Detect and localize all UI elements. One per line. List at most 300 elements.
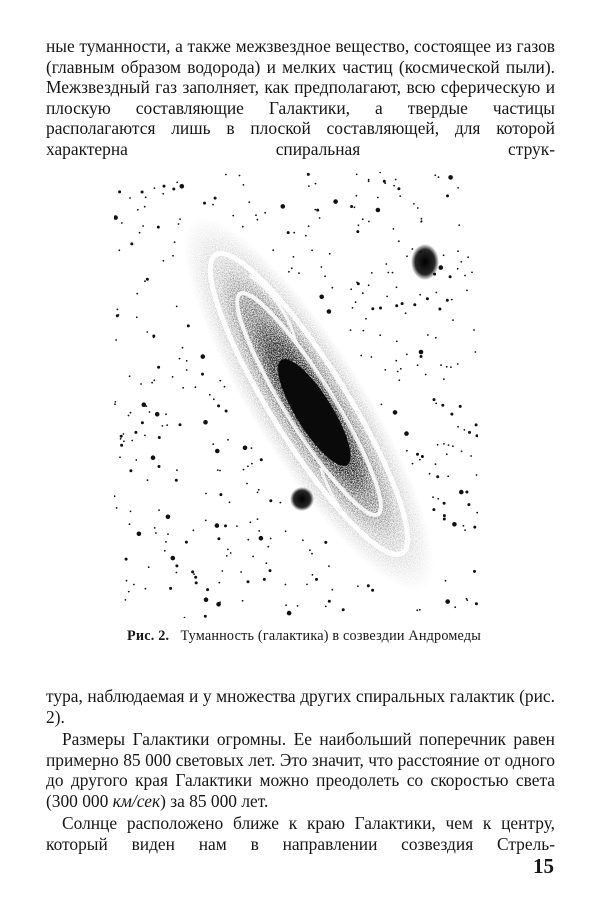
star [432, 508, 435, 511]
star [468, 431, 471, 434]
star [131, 440, 133, 442]
star [352, 307, 354, 309]
speed-unit: км/сек [112, 790, 161, 811]
star [219, 470, 221, 472]
star [420, 355, 423, 358]
star [209, 394, 211, 396]
star [387, 272, 389, 274]
star [120, 438, 122, 440]
star [368, 179, 370, 181]
star [136, 316, 138, 318]
star [435, 403, 437, 405]
star [164, 550, 166, 552]
star [125, 599, 127, 601]
star [144, 206, 146, 208]
star [342, 608, 345, 611]
star [176, 469, 178, 471]
star [457, 363, 459, 365]
star [288, 271, 290, 273]
star [175, 564, 178, 567]
star [116, 507, 118, 509]
star [180, 184, 185, 189]
star [293, 232, 295, 234]
star [397, 187, 400, 190]
star [213, 398, 215, 400]
star [421, 220, 423, 222]
star [182, 387, 184, 389]
star [448, 175, 453, 180]
star [246, 483, 248, 485]
star [446, 299, 449, 302]
star [416, 609, 418, 611]
star [421, 218, 423, 220]
star [206, 588, 209, 591]
star [413, 303, 416, 306]
star [145, 588, 147, 590]
star [319, 217, 321, 219]
star [142, 225, 144, 227]
star [224, 386, 226, 388]
star [176, 572, 178, 574]
star [186, 360, 188, 362]
star [291, 267, 293, 269]
star [230, 552, 232, 554]
star [393, 228, 395, 230]
star [120, 444, 123, 447]
star [461, 451, 463, 453]
star [476, 474, 478, 476]
star [454, 606, 456, 608]
star [315, 578, 318, 581]
star [193, 529, 195, 531]
star [118, 249, 120, 251]
star [158, 436, 161, 439]
star [224, 524, 227, 527]
star [434, 174, 436, 176]
star [473, 329, 475, 331]
star [466, 598, 468, 600]
star [436, 475, 439, 478]
star [426, 297, 429, 300]
star [437, 444, 439, 446]
star [443, 502, 446, 505]
star [205, 520, 207, 522]
star [129, 523, 131, 525]
star [187, 324, 190, 327]
star [251, 463, 253, 465]
star [257, 219, 259, 221]
star [229, 501, 231, 503]
star [272, 249, 274, 251]
star [476, 512, 478, 514]
star [287, 231, 290, 234]
star [417, 364, 419, 366]
star [384, 369, 386, 371]
star [314, 209, 316, 211]
star [421, 455, 424, 458]
star [214, 197, 217, 200]
star [265, 562, 267, 564]
star [145, 196, 147, 198]
star [236, 525, 238, 527]
star [243, 446, 248, 451]
star [280, 502, 282, 504]
star [171, 556, 176, 561]
star [218, 582, 220, 584]
star [419, 294, 421, 296]
star [158, 509, 160, 511]
star [383, 180, 386, 183]
star [432, 496, 434, 498]
star [179, 358, 181, 360]
star [146, 331, 148, 333]
star [377, 197, 379, 199]
star [443, 254, 445, 256]
star [191, 570, 194, 573]
star [133, 584, 135, 586]
star [439, 265, 444, 270]
star [457, 187, 459, 189]
star [185, 541, 188, 544]
star [285, 584, 287, 586]
star [269, 499, 272, 502]
star [114, 403, 116, 405]
star [311, 249, 313, 251]
star [367, 584, 370, 587]
star [329, 253, 331, 255]
star [179, 218, 181, 220]
star [153, 379, 155, 381]
star [293, 256, 295, 258]
star [225, 410, 228, 413]
star [379, 307, 382, 310]
andromeda-galaxy-illustration [114, 172, 478, 618]
star [204, 615, 207, 618]
star [129, 375, 131, 377]
star [443, 443, 445, 445]
star [476, 434, 479, 437]
star [419, 459, 421, 461]
star [203, 420, 208, 425]
star [166, 424, 168, 426]
star [401, 302, 404, 305]
star [118, 190, 121, 193]
star [242, 226, 244, 228]
star [128, 415, 130, 417]
paragraph-sun-position: Солнце расположено ближе к краю Галактики, чем к центру, который виден нам в направлении созвездия Стрель- [46, 813, 555, 854]
star [396, 286, 398, 288]
star [365, 318, 367, 320]
star [141, 191, 144, 194]
star [119, 456, 121, 458]
star [146, 278, 149, 281]
star [302, 539, 304, 541]
star [406, 450, 408, 452]
star [120, 435, 123, 438]
star [257, 518, 259, 520]
star [157, 366, 160, 369]
star [215, 449, 220, 454]
star [311, 553, 313, 555]
star [195, 386, 197, 388]
star [123, 433, 125, 435]
star [475, 602, 478, 605]
star [154, 187, 156, 189]
star [203, 202, 206, 205]
star [371, 589, 374, 592]
star [452, 522, 457, 527]
star [393, 410, 398, 415]
star [471, 272, 473, 274]
star [319, 295, 324, 300]
star [137, 532, 142, 537]
star [258, 530, 260, 532]
star [157, 226, 160, 229]
star [212, 204, 214, 206]
star [118, 314, 120, 316]
star [243, 469, 245, 471]
star [139, 232, 141, 234]
star [219, 380, 221, 382]
star [368, 284, 370, 286]
star [258, 489, 260, 491]
satellite-galaxy [290, 487, 314, 511]
star [242, 600, 244, 602]
star [249, 521, 251, 523]
star [325, 606, 327, 608]
star [178, 223, 180, 225]
star [406, 354, 408, 356]
star [129, 469, 132, 472]
figure-caption-text: Туманность (галактика) в созвездии Андромеды [180, 628, 482, 644]
star [269, 569, 272, 572]
star [305, 235, 307, 237]
star [135, 459, 137, 461]
star [257, 492, 259, 494]
star [270, 538, 272, 540]
star [452, 445, 454, 447]
figure-label: Рис. 2. [126, 628, 170, 644]
star [136, 293, 138, 295]
star [243, 184, 245, 186]
star [397, 371, 399, 373]
figure-caption [126, 628, 482, 645]
star [321, 266, 323, 268]
star [433, 398, 436, 401]
star [448, 444, 450, 446]
star [298, 272, 300, 274]
star [115, 339, 117, 341]
star [255, 214, 257, 216]
star [216, 602, 221, 607]
star [324, 275, 326, 277]
star [395, 360, 397, 362]
star [350, 288, 352, 290]
star [175, 479, 178, 482]
star [363, 330, 365, 332]
star [167, 533, 169, 535]
star [130, 242, 133, 245]
star [451, 299, 453, 301]
star [396, 341, 398, 343]
star [117, 309, 119, 311]
star [287, 611, 292, 616]
star [473, 570, 476, 573]
star [172, 255, 174, 257]
star [435, 463, 437, 465]
star [350, 329, 352, 331]
star [165, 541, 167, 543]
star [152, 335, 155, 338]
star [331, 589, 333, 591]
star [445, 580, 447, 582]
star [398, 240, 400, 242]
star [263, 578, 266, 581]
star [452, 319, 454, 321]
star [385, 263, 387, 265]
star [473, 526, 476, 529]
star [475, 351, 477, 353]
star [464, 429, 466, 431]
star [470, 455, 472, 457]
star [281, 204, 286, 209]
star [475, 423, 478, 426]
star [328, 600, 331, 603]
star [184, 617, 186, 618]
star [215, 523, 220, 528]
star [441, 404, 444, 407]
star [435, 292, 437, 294]
star [398, 379, 400, 381]
star [130, 511, 132, 513]
star [130, 412, 132, 414]
star [438, 176, 440, 178]
star [137, 209, 139, 211]
star [260, 458, 263, 461]
star [457, 250, 459, 252]
star [443, 378, 445, 380]
star [308, 185, 310, 187]
star [285, 604, 287, 606]
star [460, 261, 462, 263]
star [371, 356, 373, 358]
star [259, 536, 264, 541]
star [458, 224, 460, 226]
star [247, 539, 249, 541]
star [356, 174, 358, 176]
star [362, 292, 364, 294]
star [144, 280, 146, 282]
star [186, 369, 188, 371]
star [446, 366, 448, 368]
star [395, 179, 397, 181]
star [125, 558, 128, 561]
star [172, 188, 175, 191]
star [354, 206, 356, 208]
star [221, 570, 223, 572]
star [309, 549, 311, 551]
paragraph-top: ные туманности, а также межзвездное вещество, состоящее из газов (главным образом водорода) и мелких частиц (космической пыли). Межзвездный газ заполняет, как предполагают, всю сферическую и плоскую составляющие Галактики, а твердые частицы располагаются лишь в плоской составляющей, для которой характерна спиральная струк- [46, 36, 555, 159]
star [306, 584, 308, 586]
star [447, 475, 449, 477]
star [316, 209, 319, 212]
star [195, 581, 198, 584]
star [163, 185, 166, 188]
star [457, 426, 459, 428]
star [368, 221, 370, 223]
star [162, 425, 164, 427]
star [240, 571, 242, 573]
star [446, 194, 449, 197]
star [324, 541, 327, 544]
star [440, 364, 442, 366]
star [446, 453, 448, 455]
star [248, 201, 250, 203]
star [201, 373, 204, 376]
star [140, 383, 142, 385]
star [179, 423, 182, 426]
star [427, 334, 429, 336]
star [252, 556, 254, 558]
star [416, 453, 419, 456]
star [225, 174, 227, 176]
star [379, 172, 381, 173]
star [328, 565, 330, 567]
star [134, 431, 137, 434]
star [360, 355, 362, 357]
star [114, 495, 116, 497]
star [227, 439, 229, 441]
star [381, 404, 383, 406]
star [155, 532, 157, 534]
star [355, 301, 357, 303]
star [247, 465, 249, 467]
star [141, 421, 144, 424]
star [457, 268, 459, 270]
star [327, 309, 332, 314]
star [114, 401, 116, 403]
star [333, 199, 338, 204]
star [419, 609, 421, 611]
paragraph-galaxy-size [46, 729, 555, 811]
star [204, 597, 209, 602]
star [226, 555, 228, 557]
star [232, 215, 234, 217]
star [205, 493, 207, 495]
star [356, 230, 359, 233]
star [176, 182, 178, 184]
paragraph-text: Размеры Галактики огромны. Ее наибольший поперечник равен примерно 85 000 световых лет. Это значит, что расстояние от одного до другого края Галактики можно преодолеть со скоростью света (300 000 [46, 729, 555, 811]
star [459, 405, 462, 408]
star [154, 527, 156, 529]
star [307, 173, 310, 176]
star [368, 180, 370, 182]
star [217, 404, 220, 407]
star [147, 479, 149, 481]
star [128, 591, 130, 593]
star [399, 195, 401, 197]
star [251, 447, 253, 449]
star [450, 366, 452, 368]
star [356, 195, 358, 197]
star [419, 350, 424, 355]
star [449, 275, 452, 278]
star [151, 382, 153, 384]
star [425, 374, 427, 376]
star [464, 529, 466, 531]
star [158, 465, 161, 468]
star [400, 368, 402, 370]
